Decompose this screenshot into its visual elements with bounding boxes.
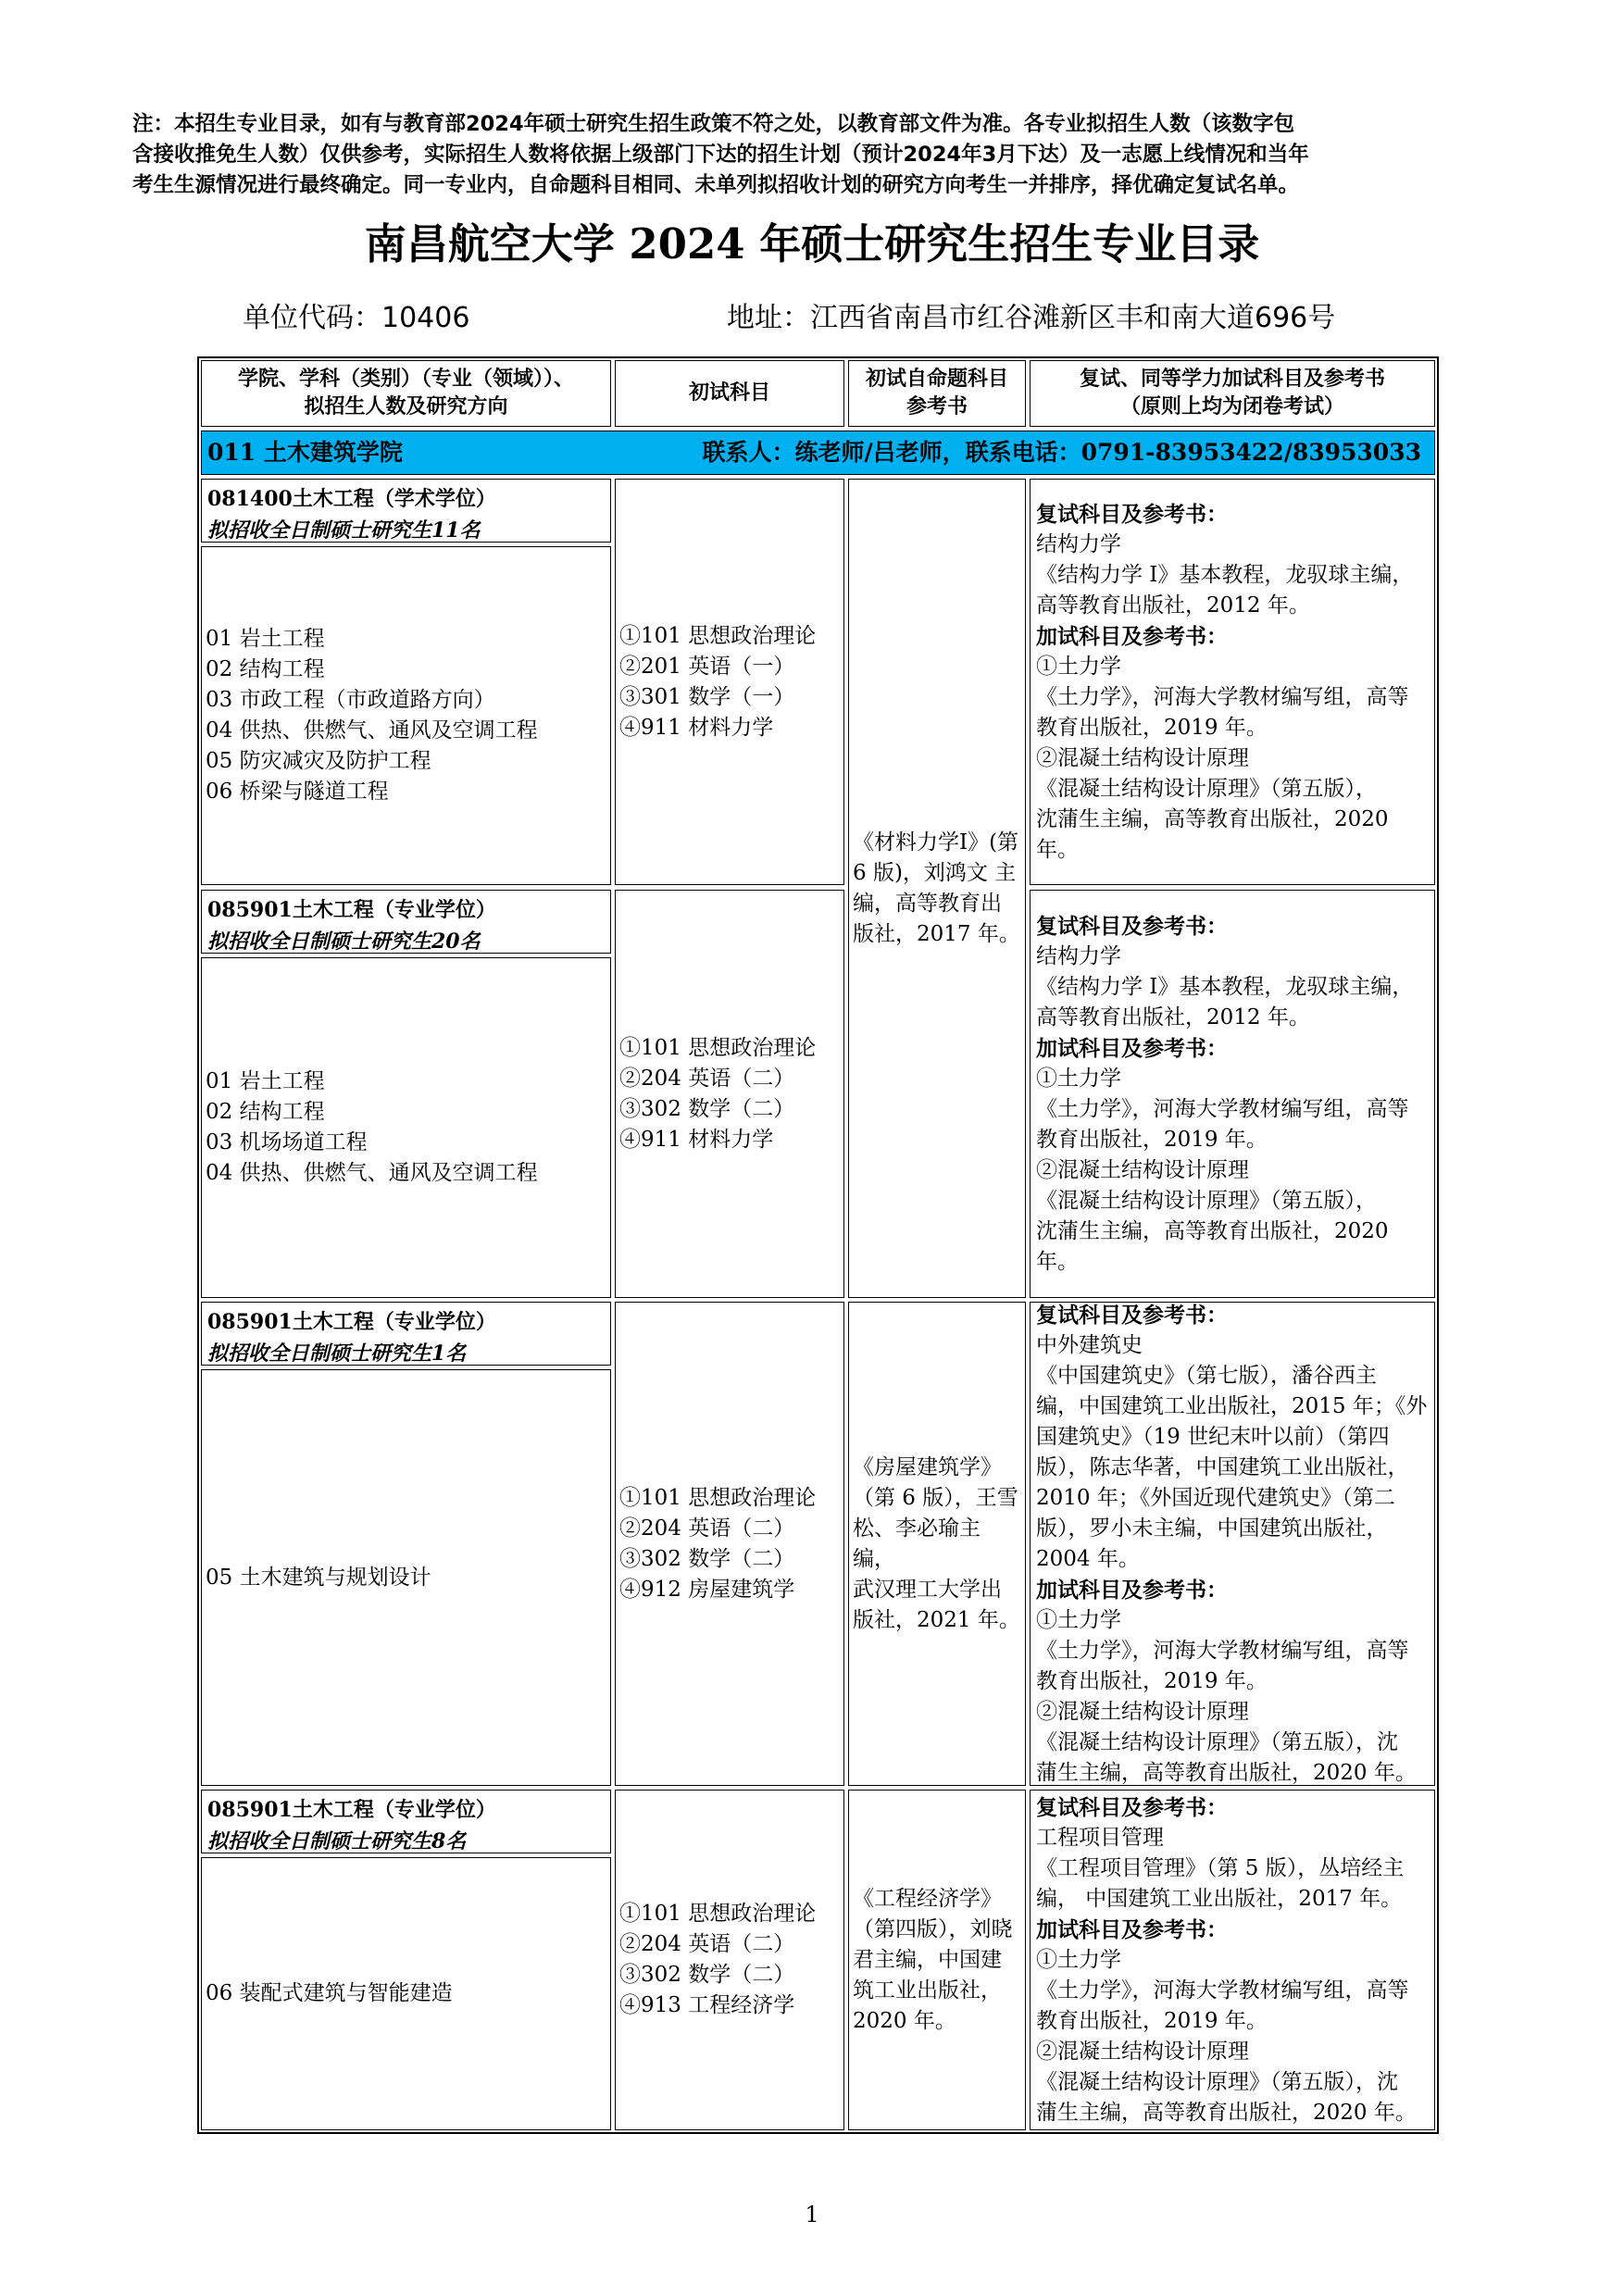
page-title: 南昌航空大学 2024 年硕士研究生招生专业目录 xyxy=(364,219,1260,268)
direction-item: 05 土木建筑与规划设计 xyxy=(206,1565,431,1590)
ref-book-material-mechanics: 《材料力学I》(第 6 版)，刘鸿文 主 编，高等教育出 版社，2017 年。 xyxy=(848,479,1026,1298)
direction-item: 03 机场场道工程 xyxy=(206,1130,368,1154)
unit-code: 单位代码：10406 xyxy=(243,302,470,334)
notice-line: 注：本招生专业目录，如有与教育部2024年硕士研究生招生政策不符之处，以教育部文件为准。各专业拟招生人数（该数字包 xyxy=(132,112,1295,136)
program-directions xyxy=(201,1369,611,1786)
direction-item: 06 桥梁与隧道工程 xyxy=(206,780,389,804)
ref-book-economics: 《工程经济学》 （第四版），刘晓 君主编，中国建 筑工业出版社， 2020 年。 xyxy=(848,1790,1026,2130)
header-col-retest: 复试、同等学力加试科目及参考书 （原则上均为闭卷考试） xyxy=(1030,360,1435,427)
direction-item: 06 装配式建筑与智能建造 xyxy=(206,1981,453,2005)
program-header: 081400土木工程（学术学位） 拟招收全日制硕士研究生11名 xyxy=(201,479,611,543)
direction-item: 04 供热、供燃气、通风及空调工程 xyxy=(206,1161,538,1185)
retest-subjects: 复试科目及参考书： 结构力学 《结构力学 I》基本教程，龙驭球主编， 高等教育出版社，2012 年。 加试科目及参考书： ①土力学 《土力学》，河海大学教材编写组，高等 教育出版社，2019 年。 ②混凝土结构设计原理 《混凝土结构设计原理》（第五版）， 沈蒲生主编，高等教育出版社，2020 年。 xyxy=(1030,479,1435,885)
program-header: 085901土木工程（专业学位） 拟招收全日制硕士研究生20名 xyxy=(201,890,611,954)
college-name: 011 土木建筑学院 xyxy=(207,439,403,466)
program-directions xyxy=(201,546,611,885)
notice-line: 考生生源情况进行最终确定。同一专业内，自命题科目相同、未单列拟招收计划的研究方向考生一并排序，择优确定复试名单。 xyxy=(132,173,1300,197)
direction-item: 04 供热、供燃气、通风及空调工程 xyxy=(206,718,538,742)
header-col-college: 学院、学科（类别）（专业（领域））、 拟招生人数及研究方向 xyxy=(201,360,611,427)
exam-subjects: ①101 思想政治理论 ②204 英语（二） ③302 数学（二） ④913 工程经济学 xyxy=(615,1790,844,2130)
exam-subjects: ①101 思想政治理论 ②204 英语（二） ③302 数学（二） ④912 房屋建筑学 xyxy=(615,1302,844,1786)
direction-item: 01 岩土工程 xyxy=(206,627,325,651)
retest-subjects: 复试科目及参考书： 结构力学 《结构力学 I》基本教程，龙驭球主编， 高等教育出版社，2012 年。 加试科目及参考书： ①土力学 《土力学》，河海大学教材编写组，高等 教育出版社，2019 年。 ②混凝土结构设计原理 《混凝土结构设计原理》（第五版）， 沈蒲生主编，高等教育出版社，2020 年。 xyxy=(1030,890,1435,1298)
college-row xyxy=(201,430,1435,475)
page-number: 1 xyxy=(805,2202,819,2227)
direction-item: 02 结构工程 xyxy=(206,1100,325,1124)
exam-subjects: ①101 思想政治理论 ②201 英语（一） ③301 数学（一） ④911 材料力学 xyxy=(615,479,844,885)
program-header: 085901土木工程（专业学位） 拟招收全日制硕士研究生8名 xyxy=(201,1790,611,1853)
notice-text xyxy=(132,109,1466,201)
header-col-exam: 初试科目 xyxy=(615,360,844,427)
program-directions xyxy=(201,1857,611,2130)
direction-item: 05 防灾减灾及防护工程 xyxy=(206,749,431,773)
exam-subjects: ①101 思想政治理论 ②204 英语（二） ③302 数学（二） ④911 材料力学 xyxy=(615,890,844,1298)
retest-subjects: 复试科目及参考书： 工程项目管理 《工程项目管理》（第 5 版），丛培经主 编， 中国建筑工业出版社，2017 年。 加试科目及参考书： ①土力学 《土力学》，河海大学教材编写组，高等 教育出版社，2019 年。 ②混凝土结构设计原理 《混凝土结构设计原理》（第五版），沈 蒲生主编，高等教育出版社，2020 年。 xyxy=(1030,1790,1435,2130)
header-col-refbook: 初试自命题科目 参考书 xyxy=(848,360,1026,427)
direction-item: 02 结构工程 xyxy=(206,657,325,681)
retest-subjects: 复试科目及参考书： 中外建筑史 《中国建筑史》（第七版），潘谷西主 编，中国建筑工业出版社，2015 年；《外 国建筑史》（19 世纪末叶以前）（第四 版），陈志华著，中国建筑工业出版社， 2010 年；《外国近现代建筑史》（第二 版），罗小未主编，中国建筑出版社， 2004 年。 加试科目及参考书： ①土力学 《土力学》，河海大学教材编写组，高等 教育出版社，2019 年。 ②混凝土结构设计原理 《混凝土结构设计原理》（第五版），沈 蒲生主编，高等教育出版社，2020 年。 xyxy=(1030,1302,1435,1786)
program-directions xyxy=(201,957,611,1298)
direction-item: 01 岩土工程 xyxy=(206,1069,325,1093)
direction-item: 03 市政工程（市政道路方向） xyxy=(206,688,495,712)
notice-line: 含接收推免生人数）仅供参考，实际招生人数将依据上级部门下达的招生计划（预计2024年3月下达）及一志愿上线情况和当年 xyxy=(132,143,1309,167)
ref-book-building: 《房屋建筑学》 （第 6 版），王雪 松、李必瑜主编， 武汉理工大学出 版社，2021 年。 xyxy=(848,1302,1026,1786)
program-header: 085901土木工程（专业学位） 拟招收全日制硕士研究生1名 xyxy=(201,1302,611,1366)
address: 地址：江西省南昌市红谷滩新区丰和南大道696号 xyxy=(727,302,1336,334)
college-contact: 联系人：练老师/吕老师，联系电话：0791-83953422/83953033 xyxy=(702,439,1421,466)
